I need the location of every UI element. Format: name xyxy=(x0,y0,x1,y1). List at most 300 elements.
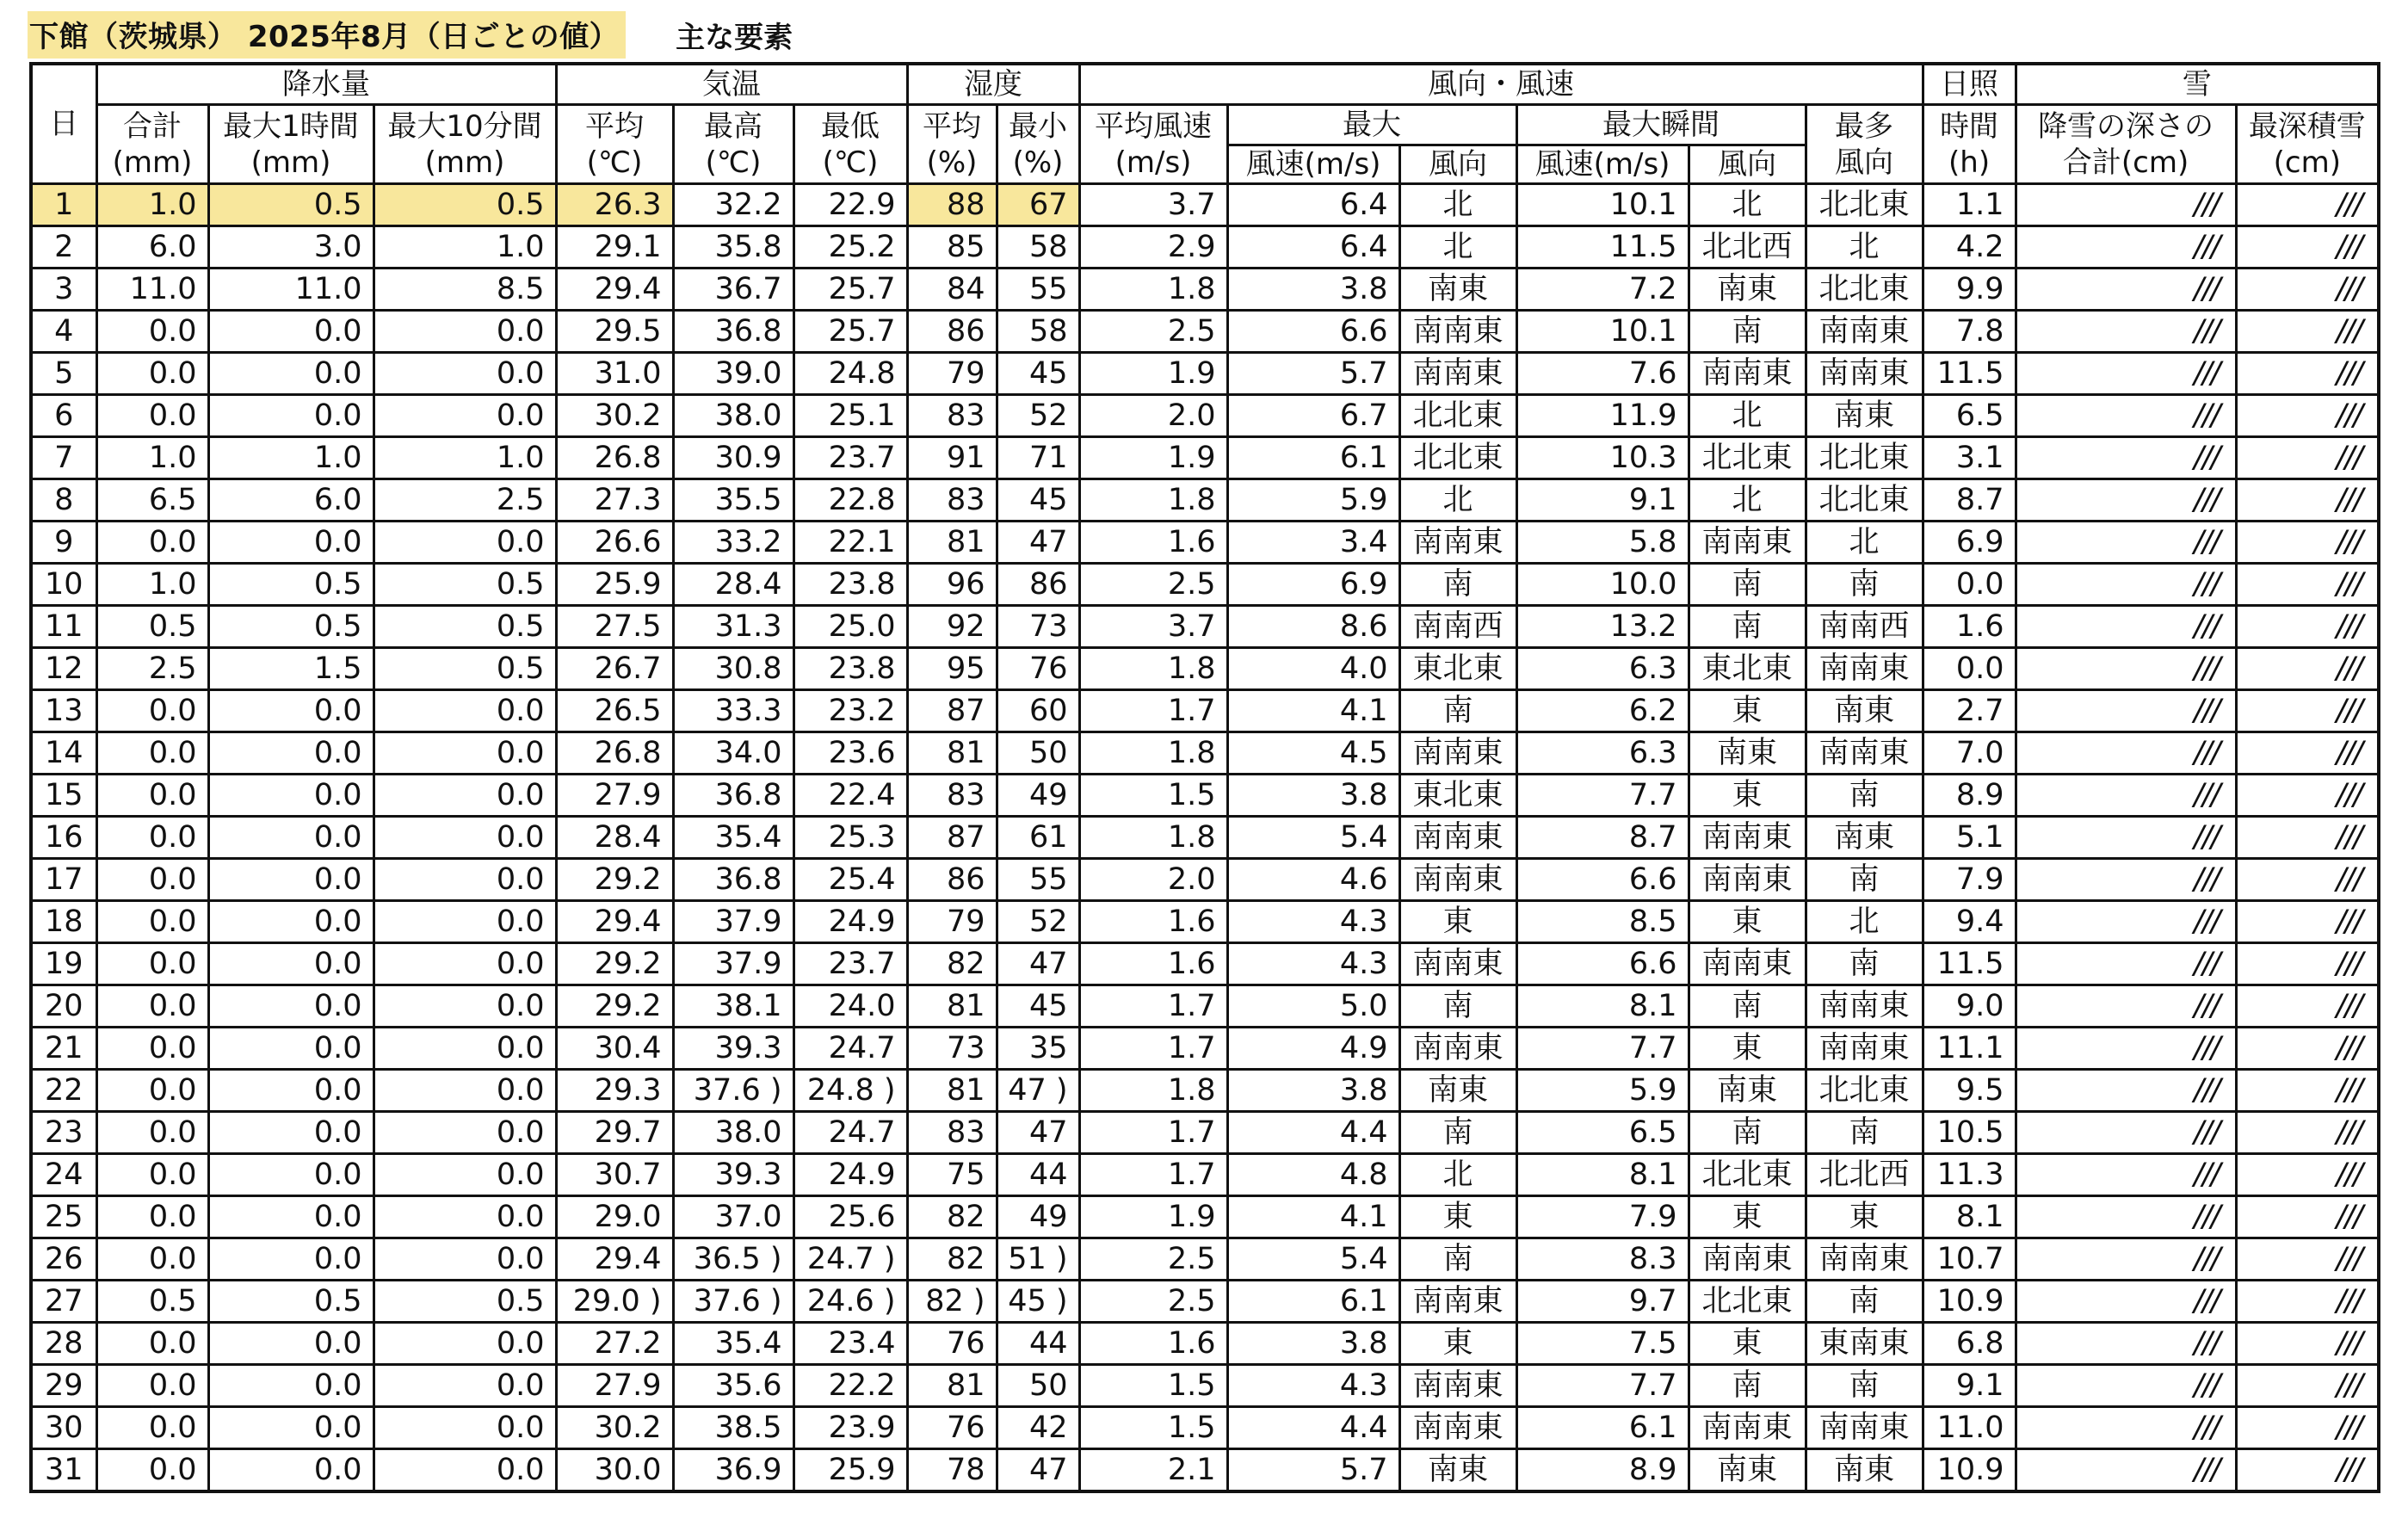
cell-h-avg: 87 xyxy=(907,690,997,732)
cell-snow-total: /// xyxy=(2016,1112,2236,1154)
cell-p-10m: 0.0 xyxy=(374,732,556,775)
cell-w-gust-dir: 南東 xyxy=(1689,1449,1806,1492)
cell-w-gust: 6.2 xyxy=(1516,690,1689,732)
cell-sun: 6.9 xyxy=(1923,522,2016,564)
cell-w-gust-dir: 東 xyxy=(1689,690,1806,732)
cell-p-1h: 0.0 xyxy=(208,859,374,901)
cell-w-mode: 南 xyxy=(1806,1281,1923,1323)
cell-sun: 8.7 xyxy=(1923,479,2016,522)
cell-snow-total: /// xyxy=(2016,1407,2236,1449)
cell-w-avg: 1.9 xyxy=(1079,353,1227,395)
cell-p-total: 0.0 xyxy=(96,1238,208,1281)
cell-p-10m: 0.0 xyxy=(374,1028,556,1070)
cell-t-min: 23.7 xyxy=(793,437,907,479)
cell-p-1h: 0.0 xyxy=(208,901,374,943)
cell-snow-total: /// xyxy=(2016,859,2236,901)
cell-p-10m: 8.5 xyxy=(374,269,556,311)
cell-t-avg: 30.7 xyxy=(556,1154,673,1196)
header-wind-max: 最大 xyxy=(1227,105,1516,145)
cell-t-max: 39.3 xyxy=(673,1154,793,1196)
cell-w-avg: 1.7 xyxy=(1079,1028,1227,1070)
header-wind-max-speed: 風速(m/s) xyxy=(1227,145,1399,184)
header-sun-hours: 時間 (h) xyxy=(1923,105,2016,184)
cell-w-max: 3.8 xyxy=(1227,269,1399,311)
cell-w-gust-dir: 東 xyxy=(1689,1323,1806,1365)
cell-w-gust-dir: 北 xyxy=(1689,479,1806,522)
cell-h-min: 58 xyxy=(997,226,1079,269)
cell-p-10m: 0.0 xyxy=(374,1449,556,1492)
cell-w-max-dir: 南南東 xyxy=(1399,522,1516,564)
cell-w-gust: 6.6 xyxy=(1516,943,1689,985)
cell-w-mode: 南南東 xyxy=(1806,353,1923,395)
cell-snow-total: /// xyxy=(2016,1365,2236,1407)
cell-t-min: 25.3 xyxy=(793,817,907,859)
cell-w-mode: 南東 xyxy=(1806,1449,1923,1492)
cell-t-min: 24.7 xyxy=(793,1112,907,1154)
cell-w-gust: 10.1 xyxy=(1516,311,1689,353)
cell-h-min: 47 xyxy=(997,522,1079,564)
cell-w-avg: 1.6 xyxy=(1079,522,1227,564)
cell-sun: 7.0 xyxy=(1923,732,2016,775)
cell-t-avg: 26.5 xyxy=(556,690,673,732)
cell-w-gust-dir: 南東 xyxy=(1689,1070,1806,1112)
table-row xyxy=(31,564,2379,606)
cell-snow-depth: /// xyxy=(2236,775,2379,817)
cell-t-min: 23.2 xyxy=(793,690,907,732)
cell-w-mode: 北北東 xyxy=(1806,184,1923,226)
cell-p-total: 0.0 xyxy=(96,311,208,353)
cell-w-mode: 南南東 xyxy=(1806,648,1923,690)
cell-w-mode: 東 xyxy=(1806,1196,1923,1238)
cell-h-min: 86 xyxy=(997,564,1079,606)
cell-w-max-dir: 東北東 xyxy=(1399,775,1516,817)
cell-w-max: 6.4 xyxy=(1227,184,1399,226)
cell-sun: 1.6 xyxy=(1923,606,2016,648)
cell-w-gust: 8.5 xyxy=(1516,901,1689,943)
cell-w-avg: 1.8 xyxy=(1079,732,1227,775)
table-row xyxy=(31,690,2379,732)
cell-day: 20 xyxy=(31,985,96,1028)
cell-w-gust-dir: 南南東 xyxy=(1689,353,1806,395)
cell-h-avg: 83 xyxy=(907,395,997,437)
cell-t-avg: 27.5 xyxy=(556,606,673,648)
cell-w-mode: 南 xyxy=(1806,1365,1923,1407)
cell-w-mode: 南東 xyxy=(1806,395,1923,437)
table-row xyxy=(31,1281,2379,1323)
cell-day: 9 xyxy=(31,522,96,564)
cell-w-max-dir: 東 xyxy=(1399,1323,1516,1365)
cell-p-10m: 0.0 xyxy=(374,943,556,985)
cell-w-gust: 8.1 xyxy=(1516,1154,1689,1196)
cell-w-max-dir: 南南東 xyxy=(1399,1365,1516,1407)
cell-w-max-dir: 北 xyxy=(1399,1154,1516,1196)
cell-h-min: 44 xyxy=(997,1323,1079,1365)
cell-h-avg: 95 xyxy=(907,648,997,690)
cell-w-max-dir: 南東 xyxy=(1399,1449,1516,1492)
cell-w-max: 6.4 xyxy=(1227,226,1399,269)
cell-h-min: 50 xyxy=(997,1365,1079,1407)
cell-t-max: 36.8 xyxy=(673,311,793,353)
cell-p-total: 0.0 xyxy=(96,395,208,437)
table-row xyxy=(31,901,2379,943)
cell-w-avg: 1.8 xyxy=(1079,269,1227,311)
cell-snow-total: /// xyxy=(2016,1154,2236,1196)
cell-p-1h: 1.0 xyxy=(208,437,374,479)
cell-p-total: 0.0 xyxy=(96,817,208,859)
cell-p-total: 0.0 xyxy=(96,1070,208,1112)
cell-p-total: 0.0 xyxy=(96,1407,208,1449)
cell-day: 2 xyxy=(31,226,96,269)
cell-snow-depth: /// xyxy=(2236,1407,2379,1449)
cell-w-mode: 南 xyxy=(1806,775,1923,817)
cell-w-max-dir: 南南東 xyxy=(1399,353,1516,395)
cell-snow-depth: /// xyxy=(2236,901,2379,943)
cell-t-min: 22.4 xyxy=(793,775,907,817)
cell-t-avg: 27.9 xyxy=(556,1365,673,1407)
cell-p-1h: 0.0 xyxy=(208,522,374,564)
cell-t-avg: 26.8 xyxy=(556,732,673,775)
cell-snow-total: /// xyxy=(2016,1028,2236,1070)
cell-sun: 6.8 xyxy=(1923,1323,2016,1365)
cell-w-max-dir: 南 xyxy=(1399,690,1516,732)
cell-w-avg: 1.5 xyxy=(1079,775,1227,817)
table-row xyxy=(31,479,2379,522)
table-row xyxy=(31,184,2379,226)
cell-t-avg: 30.4 xyxy=(556,1028,673,1070)
cell-w-max: 4.4 xyxy=(1227,1407,1399,1449)
cell-p-1h: 0.0 xyxy=(208,311,374,353)
table-row xyxy=(31,311,2379,353)
cell-w-max-dir: 東 xyxy=(1399,1196,1516,1238)
cell-p-10m: 2.5 xyxy=(374,479,556,522)
cell-p-1h: 0.0 xyxy=(208,1196,374,1238)
cell-sun: 9.1 xyxy=(1923,1365,2016,1407)
cell-t-max: 39.3 xyxy=(673,1028,793,1070)
cell-snow-total: /// xyxy=(2016,1238,2236,1281)
cell-t-min: 24.8 xyxy=(793,353,907,395)
cell-p-1h: 1.5 xyxy=(208,648,374,690)
table-row xyxy=(31,1028,2379,1070)
cell-snow-total: /// xyxy=(2016,690,2236,732)
cell-w-gust-dir: 南 xyxy=(1689,311,1806,353)
table-row xyxy=(31,1407,2379,1449)
cell-w-max: 4.0 xyxy=(1227,648,1399,690)
cell-p-total: 1.0 xyxy=(96,564,208,606)
cell-w-avg: 1.9 xyxy=(1079,437,1227,479)
cell-p-10m: 0.0 xyxy=(374,985,556,1028)
cell-w-mode: 南東 xyxy=(1806,690,1923,732)
cell-snow-total: /// xyxy=(2016,817,2236,859)
cell-t-min: 23.9 xyxy=(793,1407,907,1449)
cell-w-mode: 北 xyxy=(1806,522,1923,564)
cell-snow-depth: /// xyxy=(2236,353,2379,395)
table-row xyxy=(31,1238,2379,1281)
cell-w-mode: 南南東 xyxy=(1806,1028,1923,1070)
cell-w-mode: 北北西 xyxy=(1806,1154,1923,1196)
cell-w-max: 5.0 xyxy=(1227,985,1399,1028)
cell-snow-total: /// xyxy=(2016,395,2236,437)
header-wind-gust: 最大瞬間 xyxy=(1516,105,1806,145)
cell-snow-total: /// xyxy=(2016,479,2236,522)
cell-w-gust-dir: 南南東 xyxy=(1689,522,1806,564)
cell-t-max: 38.5 xyxy=(673,1407,793,1449)
cell-t-max: 35.4 xyxy=(673,1323,793,1365)
cell-sun: 10.9 xyxy=(1923,1449,2016,1492)
cell-snow-depth: /// xyxy=(2236,943,2379,985)
cell-h-avg: 83 xyxy=(907,775,997,817)
cell-sun: 0.0 xyxy=(1923,648,2016,690)
cell-p-total: 0.0 xyxy=(96,1028,208,1070)
cell-w-max: 4.1 xyxy=(1227,690,1399,732)
cell-w-gust-dir: 南 xyxy=(1689,606,1806,648)
cell-h-avg: 82 xyxy=(907,1196,997,1238)
cell-p-1h: 0.0 xyxy=(208,395,374,437)
cell-p-10m: 0.0 xyxy=(374,775,556,817)
cell-p-10m: 0.0 xyxy=(374,395,556,437)
cell-p-10m: 1.0 xyxy=(374,437,556,479)
table-row xyxy=(31,1449,2379,1492)
cell-w-gust-dir: 南 xyxy=(1689,985,1806,1028)
cell-t-max: 30.9 xyxy=(673,437,793,479)
cell-w-gust-dir: 南南東 xyxy=(1689,1407,1806,1449)
cell-h-min: 55 xyxy=(997,269,1079,311)
cell-t-max: 34.0 xyxy=(673,732,793,775)
cell-t-min: 25.0 xyxy=(793,606,907,648)
cell-day: 7 xyxy=(31,437,96,479)
cell-snow-total: /// xyxy=(2016,437,2236,479)
cell-sun: 9.9 xyxy=(1923,269,2016,311)
table-row xyxy=(31,985,2379,1028)
cell-w-max-dir: 南南東 xyxy=(1399,943,1516,985)
header-snow-total: 降雪の深さの 合計(cm) xyxy=(2016,105,2236,184)
cell-h-min: 45 xyxy=(997,985,1079,1028)
cell-w-max: 4.5 xyxy=(1227,732,1399,775)
cell-t-avg: 27.3 xyxy=(556,479,673,522)
table-row xyxy=(31,395,2379,437)
cell-w-gust-dir: 南 xyxy=(1689,1112,1806,1154)
cell-t-max: 30.8 xyxy=(673,648,793,690)
cell-sun: 11.5 xyxy=(1923,353,2016,395)
cell-t-min: 22.2 xyxy=(793,1365,907,1407)
cell-w-gust-dir: 北北東 xyxy=(1689,1281,1806,1323)
cell-day: 30 xyxy=(31,1407,96,1449)
cell-snow-depth: /// xyxy=(2236,1365,2379,1407)
cell-w-max-dir: 北 xyxy=(1399,479,1516,522)
cell-snow-total: /// xyxy=(2016,311,2236,353)
cell-p-total: 0.0 xyxy=(96,1196,208,1238)
cell-p-1h: 3.0 xyxy=(208,226,374,269)
cell-w-gust-dir: 東 xyxy=(1689,1196,1806,1238)
cell-t-min: 24.9 xyxy=(793,901,907,943)
cell-snow-depth: /// xyxy=(2236,859,2379,901)
cell-h-min: 47 xyxy=(997,1449,1079,1492)
cell-snow-depth: /// xyxy=(2236,269,2379,311)
cell-w-max: 3.8 xyxy=(1227,775,1399,817)
cell-day: 10 xyxy=(31,564,96,606)
table-row xyxy=(31,437,2379,479)
cell-w-max: 8.6 xyxy=(1227,606,1399,648)
cell-t-avg: 26.8 xyxy=(556,437,673,479)
cell-sun: 11.5 xyxy=(1923,943,2016,985)
cell-snow-depth: /// xyxy=(2236,817,2379,859)
cell-w-avg: 1.6 xyxy=(1079,1323,1227,1365)
table-row xyxy=(31,859,2379,901)
cell-p-total: 1.0 xyxy=(96,437,208,479)
cell-w-max-dir: 東北東 xyxy=(1399,648,1516,690)
cell-w-max: 3.4 xyxy=(1227,522,1399,564)
cell-p-1h: 0.0 xyxy=(208,1112,374,1154)
cell-h-avg: 82 xyxy=(907,1238,997,1281)
cell-w-gust: 6.3 xyxy=(1516,648,1689,690)
cell-w-max-dir: 南東 xyxy=(1399,269,1516,311)
cell-w-avg: 1.6 xyxy=(1079,943,1227,985)
cell-w-gust-dir: 北 xyxy=(1689,184,1806,226)
cell-sun: 7.8 xyxy=(1923,311,2016,353)
cell-snow-depth: /// xyxy=(2236,311,2379,353)
cell-sun: 9.5 xyxy=(1923,1070,2016,1112)
cell-p-total: 2.5 xyxy=(96,648,208,690)
cell-p-10m: 0.5 xyxy=(374,184,556,226)
cell-p-1h: 0.5 xyxy=(208,1281,374,1323)
cell-p-10m: 0.0 xyxy=(374,1365,556,1407)
cell-w-avg: 1.6 xyxy=(1079,901,1227,943)
cell-p-1h: 11.0 xyxy=(208,269,374,311)
cell-t-avg: 27.2 xyxy=(556,1323,673,1365)
cell-w-gust-dir: 東 xyxy=(1689,901,1806,943)
cell-w-gust-dir: 南 xyxy=(1689,564,1806,606)
daily-weather-table xyxy=(29,62,2380,1493)
cell-h-avg: 92 xyxy=(907,606,997,648)
cell-p-10m: 0.0 xyxy=(374,1070,556,1112)
cell-sun: 9.0 xyxy=(1923,985,2016,1028)
cell-w-avg: 3.7 xyxy=(1079,606,1227,648)
cell-w-max: 5.4 xyxy=(1227,1238,1399,1281)
cell-t-min: 24.6 ) xyxy=(793,1281,907,1323)
cell-t-min: 25.9 xyxy=(793,1449,907,1492)
cell-w-gust: 7.7 xyxy=(1516,775,1689,817)
cell-w-mode: 北北東 xyxy=(1806,1070,1923,1112)
header-hum-min: 最小 (%) xyxy=(997,105,1079,184)
cell-t-max: 36.5 ) xyxy=(673,1238,793,1281)
cell-w-gust: 8.3 xyxy=(1516,1238,1689,1281)
cell-t-avg: 29.4 xyxy=(556,901,673,943)
cell-snow-total: /// xyxy=(2016,985,2236,1028)
cell-h-avg: 81 xyxy=(907,522,997,564)
cell-w-max: 5.7 xyxy=(1227,1449,1399,1492)
cell-p-10m: 0.5 xyxy=(374,1281,556,1323)
cell-snow-total: /// xyxy=(2016,353,2236,395)
cell-snow-depth: /// xyxy=(2236,395,2379,437)
cell-t-max: 38.0 xyxy=(673,395,793,437)
cell-w-max-dir: 南南東 xyxy=(1399,1407,1516,1449)
cell-snow-depth: /// xyxy=(2236,479,2379,522)
cell-sun: 4.2 xyxy=(1923,226,2016,269)
cell-t-avg: 29.2 xyxy=(556,985,673,1028)
cell-snow-depth: /// xyxy=(2236,1449,2379,1492)
cell-t-avg: 30.2 xyxy=(556,1407,673,1449)
cell-t-min: 22.8 xyxy=(793,479,907,522)
cell-p-total: 0.0 xyxy=(96,985,208,1028)
cell-t-max: 35.4 xyxy=(673,817,793,859)
cell-w-max: 6.7 xyxy=(1227,395,1399,437)
cell-p-total: 0.0 xyxy=(96,353,208,395)
cell-p-total: 6.5 xyxy=(96,479,208,522)
cell-p-total: 0.5 xyxy=(96,1281,208,1323)
cell-p-10m: 0.0 xyxy=(374,353,556,395)
cell-w-avg: 2.9 xyxy=(1079,226,1227,269)
page-title: 下館（茨城県） 2025年8月（日ごとの値） xyxy=(28,11,626,59)
cell-sun: 10.9 xyxy=(1923,1281,2016,1323)
cell-h-min: 55 xyxy=(997,859,1079,901)
cell-w-gust-dir: 南南東 xyxy=(1689,859,1806,901)
cell-day: 27 xyxy=(31,1281,96,1323)
table-body xyxy=(31,184,2379,1492)
cell-snow-total: /// xyxy=(2016,1323,2236,1365)
cell-snow-total: /// xyxy=(2016,1196,2236,1238)
cell-w-mode: 南南東 xyxy=(1806,985,1923,1028)
cell-t-avg: 28.4 xyxy=(556,817,673,859)
table-row xyxy=(31,1154,2379,1196)
cell-w-gust-dir: 東 xyxy=(1689,1028,1806,1070)
cell-day: 21 xyxy=(31,1028,96,1070)
cell-t-max: 35.6 xyxy=(673,1365,793,1407)
cell-w-avg: 2.5 xyxy=(1079,1238,1227,1281)
cell-w-max-dir: 南南東 xyxy=(1399,817,1516,859)
cell-h-avg: 83 xyxy=(907,1112,997,1154)
cell-day: 28 xyxy=(31,1323,96,1365)
cell-h-avg: 76 xyxy=(907,1407,997,1449)
cell-sun: 8.9 xyxy=(1923,775,2016,817)
cell-w-max: 4.8 xyxy=(1227,1154,1399,1196)
cell-w-avg: 1.8 xyxy=(1079,817,1227,859)
cell-p-1h: 0.0 xyxy=(208,1238,374,1281)
table-row xyxy=(31,269,2379,311)
cell-p-1h: 0.5 xyxy=(208,184,374,226)
cell-snow-depth: /// xyxy=(2236,1028,2379,1070)
cell-w-gust: 10.1 xyxy=(1516,184,1689,226)
cell-h-avg: 75 xyxy=(907,1154,997,1196)
cell-w-max: 5.9 xyxy=(1227,479,1399,522)
cell-p-1h: 0.0 xyxy=(208,1323,374,1365)
cell-w-gust-dir: 南東 xyxy=(1689,732,1806,775)
cell-w-max: 5.7 xyxy=(1227,353,1399,395)
cell-t-avg: 29.0 xyxy=(556,1196,673,1238)
cell-sun: 3.1 xyxy=(1923,437,2016,479)
cell-w-max-dir: 南南東 xyxy=(1399,1281,1516,1323)
cell-p-10m: 0.0 xyxy=(374,859,556,901)
cell-t-avg: 27.9 xyxy=(556,775,673,817)
cell-w-max-dir: 南東 xyxy=(1399,1070,1516,1112)
cell-p-total: 0.0 xyxy=(96,859,208,901)
cell-h-avg: 91 xyxy=(907,437,997,479)
cell-p-total: 0.0 xyxy=(96,1112,208,1154)
cell-w-avg: 3.7 xyxy=(1079,184,1227,226)
cell-w-gust: 7.6 xyxy=(1516,353,1689,395)
cell-p-1h: 0.0 xyxy=(208,817,374,859)
cell-day: 12 xyxy=(31,648,96,690)
cell-p-1h: 0.0 xyxy=(208,732,374,775)
cell-t-min: 25.7 xyxy=(793,269,907,311)
header-temp-min: 最低 (℃) xyxy=(793,105,907,184)
cell-w-max-dir: 南南東 xyxy=(1399,859,1516,901)
cell-p-total: 0.0 xyxy=(96,1323,208,1365)
cell-day: 23 xyxy=(31,1112,96,1154)
cell-t-max: 36.7 xyxy=(673,269,793,311)
cell-sun: 0.0 xyxy=(1923,564,2016,606)
cell-w-mode: 南南東 xyxy=(1806,1238,1923,1281)
cell-snow-depth: /// xyxy=(2236,1281,2379,1323)
cell-snow-depth: /// xyxy=(2236,732,2379,775)
